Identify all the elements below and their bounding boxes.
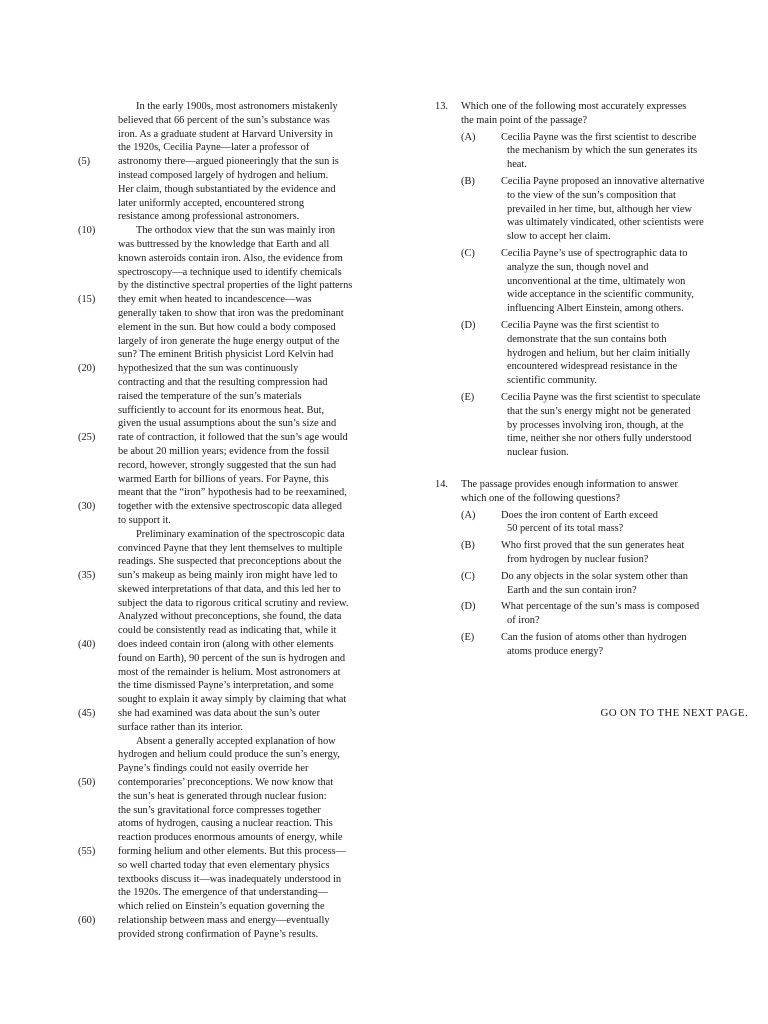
passage-line <box>118 279 380 293</box>
answer-option-line: scientific community. <box>507 375 597 387</box>
passage-line-text: sought to explain it away simply by claiming that what <box>118 694 347 706</box>
passage-line-text: iron. As a graduate student at Harvard University in <box>118 128 333 140</box>
passage-line-text: given the usual assumptions about the sun’s size and <box>118 418 337 430</box>
passage-line <box>118 886 380 900</box>
passage-line <box>118 183 380 197</box>
answer-option-line: slow to accept her claim. <box>507 231 611 243</box>
passage-line-text: The orthodox view that the sun was mainly iron <box>136 225 336 237</box>
passage-line <box>118 859 380 873</box>
answer-option-line: time, neither she nor others fully understood <box>507 433 692 445</box>
passage-line <box>118 542 380 556</box>
questions-column <box>435 100 745 676</box>
passage-line-text: readings. She suspected that preconceptions about the <box>118 556 342 568</box>
passage-line-text: does indeed contain iron (along with other elements <box>118 639 334 651</box>
passage-line-text: spectroscopy—a technique used to identify chemicals <box>118 266 342 278</box>
answer-option-line: Who first proved that the sun generates heat <box>501 540 685 552</box>
answer-option-line: Cecilia Payne proposed an innovative alternative <box>501 175 705 187</box>
passage-line <box>118 404 380 418</box>
answer-option[interactable] <box>435 631 745 659</box>
passage-line <box>118 735 380 749</box>
passage-line-text: contemporaries’ preconceptions. We now know that <box>118 777 334 789</box>
line-number: (45) <box>78 708 96 720</box>
answer-option-line: wide acceptance in the scientific community, <box>507 289 694 301</box>
passage-line-text: sun’s makeup as being mainly iron might have led to <box>118 570 338 582</box>
passage-line <box>118 321 380 335</box>
passage-line-text: later uniformly accepted, encountered strong <box>118 197 305 209</box>
answer-option-line: hydrogen and helium, but her claim initially <box>507 347 691 359</box>
passage-line-text: by the distinctive spectral properties of the light patterns <box>118 280 353 292</box>
passage-line-text: atoms of hydrogen, causing a nuclear reaction. This <box>118 818 333 830</box>
passage-line-text: warmed Earth for billions of years. For Payne, this <box>118 473 329 485</box>
answer-option[interactable] <box>435 539 745 567</box>
passage-line <box>118 141 380 155</box>
answer-option[interactable] <box>435 247 745 316</box>
answer-option-line: to the view of the sun’s composition that <box>507 189 676 201</box>
passage-line-text: skewed interpretations of that data, and this led her to <box>118 583 341 595</box>
passage-line-text: believed that 66 percent of the sun’s substance was <box>118 114 330 126</box>
question-stem <box>435 100 745 128</box>
passage-line <box>118 528 380 542</box>
line-number: (30) <box>78 501 96 513</box>
answer-option-line: prevailed in her time, but, although her view <box>507 203 692 215</box>
passage-line <box>118 666 380 680</box>
passage-line <box>118 210 380 224</box>
answer-option-line: was ultimately vindicated, other scientists were <box>507 217 704 229</box>
passage-line <box>118 417 380 431</box>
passage-line-text: the 1920s. The emergence of that understanding— <box>118 887 328 899</box>
reading-passage <box>78 100 380 942</box>
passage-line <box>78 293 380 307</box>
answer-option-letter: (B) <box>461 175 475 187</box>
line-number: (15) <box>78 294 96 306</box>
passage-line <box>118 486 380 500</box>
passage-line <box>118 900 380 914</box>
line-number: (20) <box>78 363 96 375</box>
passage-line <box>118 169 380 183</box>
passage-line <box>78 707 380 721</box>
passage-line <box>78 569 380 583</box>
passage-line-text: Analyzed without preconceptions, she found, the data <box>118 611 342 623</box>
answer-option-line: atoms produce energy? <box>507 645 604 657</box>
passage-line <box>118 335 380 349</box>
passage-line-text: record, however, strongly suggested that the sun had <box>118 459 337 471</box>
passage-line <box>118 197 380 211</box>
passage-line-text: found on Earth), 90 percent of the sun is hydrogen and <box>118 652 346 664</box>
passage-line-text: could be consistently read as indicating that, while it <box>118 625 337 637</box>
passage-line-text: rate of contraction, it followed that the sun’s age would <box>118 432 348 444</box>
question-number: 13. <box>435 101 448 112</box>
line-number: (40) <box>78 639 96 651</box>
passage-line-text: resistance among professional astronomers. <box>118 211 300 223</box>
passage-line <box>118 348 380 362</box>
answer-option-line: of iron? <box>507 615 540 627</box>
passage-line-text: surface rather than its interior. <box>118 721 243 733</box>
passage-line <box>118 128 380 142</box>
answer-option-line: unconventional at the time, ultimately won <box>507 275 686 287</box>
passage-line <box>78 776 380 790</box>
answer-option-line: analyze the sun, though novel and <box>507 261 649 273</box>
passage-line-text: Her claim, though substantiated by the evidence and <box>118 183 336 195</box>
answer-option-line: that the sun’s energy might not be generated <box>507 405 691 417</box>
passage-line-text: which relied on Einstein’s equation governing the <box>118 901 325 913</box>
passage-line <box>118 610 380 624</box>
answer-option-text <box>501 247 745 316</box>
answer-option-line: nuclear fusion. <box>507 447 569 459</box>
passage-line <box>118 624 380 638</box>
passage-line <box>118 459 380 473</box>
passage-line-text: known asteroids contain iron. Also, the evidence from <box>118 252 343 264</box>
passage-line-text: hydrogen and helium could produce the sun’s energy, <box>118 749 340 761</box>
passage-line <box>118 804 380 818</box>
passage-line <box>118 238 380 252</box>
answer-option-line: What percentage of the sun’s mass is composed <box>501 601 700 613</box>
passage-line <box>118 252 380 266</box>
answer-option-line: demonstrate that the sun contains both <box>507 333 667 345</box>
answer-option-letter: (E) <box>461 391 475 403</box>
passage-line-text: sun? The eminent British physicist Lord Kelvin had <box>118 349 334 361</box>
passage-line-text: textbooks discuss it—was inadequately understood in <box>118 873 342 885</box>
answer-option-letter: (A) <box>461 509 476 521</box>
passage-line-text: be about 20 million years; evidence from the fossil <box>118 445 330 457</box>
passage-line-text: subject the data to rigorous critical scrutiny and review. <box>118 597 349 609</box>
answer-option-text <box>501 600 745 628</box>
passage-line-text: element in the sun. But how could a body composed <box>118 321 336 333</box>
passage-line <box>118 873 380 887</box>
answer-option-line: heat. <box>507 159 527 171</box>
passage-line-text: astronomy there—argued pioneeringly that the sun is <box>118 156 339 168</box>
answer-option-text <box>501 391 745 460</box>
passage-line <box>118 114 380 128</box>
answer-option-line: by processes involving iron, though, at the <box>507 419 684 431</box>
passage-line <box>118 928 380 942</box>
passage-line <box>118 100 380 114</box>
passage-line <box>118 762 380 776</box>
passage-line-text: the sun’s heat is generated through nuclear fusion: <box>118 790 327 802</box>
passage-line-text: most of the remainder is helium. Most astronomers at <box>118 666 341 678</box>
question-13 <box>435 100 745 460</box>
line-number: (60) <box>78 915 96 927</box>
passage-line <box>118 693 380 707</box>
line-number: (50) <box>78 777 96 789</box>
passage-line <box>118 652 380 666</box>
question-14 <box>435 478 745 659</box>
question-stem-line: The passage provides enough information to answer <box>461 478 678 490</box>
answer-option[interactable] <box>435 131 745 172</box>
answer-option-letter: (B) <box>461 540 475 552</box>
passage-line <box>78 224 380 238</box>
answer-option-line: 50 percent of its total mass? <box>507 523 624 535</box>
passage-line-text: the time dismissed Payne’s interpretation, and some <box>118 680 334 692</box>
answer-option-letter: (A) <box>461 131 476 143</box>
passage-line-text: raised the temperature of the sun’s materials <box>118 390 302 402</box>
line-number: (10) <box>78 225 96 237</box>
passage-line <box>118 721 380 735</box>
passage-line <box>118 748 380 762</box>
passage-line-text: meant that the “iron” hypothesis had to be reexamined, <box>118 487 347 499</box>
answer-option-line: Cecilia Payne was the first scientist to <box>501 319 660 331</box>
line-number: (55) <box>78 846 96 858</box>
answer-option-letter: (D) <box>461 319 476 331</box>
passage-line-text: relationship between mass and energy—eventually <box>118 915 330 927</box>
question-stem <box>435 478 745 506</box>
passage-line-text: generally taken to show that iron was the predominant <box>118 307 344 319</box>
answer-option-line: Can the fusion of atoms other than hydrogen <box>501 631 687 643</box>
passage-line-text: convinced Payne that they lent themselves to multiple <box>118 542 343 554</box>
answer-option-letter: (C) <box>461 247 475 259</box>
answer-option-text <box>501 631 745 659</box>
answer-option-line: Cecilia Payne was the first scientist to describe <box>501 131 697 143</box>
answer-option-letter: (E) <box>461 631 475 643</box>
passage-line <box>118 817 380 831</box>
passage-line-text: sufficiently to account for its enormous heat. But, <box>118 404 325 416</box>
passage-line-text: was buttressed by the knowledge that Earth and all <box>118 238 330 250</box>
passage-line-text: instead composed largely of hydrogen and helium. <box>118 169 329 181</box>
passage-line <box>118 307 380 321</box>
answer-option-text <box>501 570 745 598</box>
passage-line <box>78 362 380 376</box>
passage-line <box>118 514 380 528</box>
answer-option-text <box>501 539 745 567</box>
passage-line-text: to support it. <box>118 514 171 526</box>
passage-line-text: together with the extensive spectroscopic data alleged <box>118 501 342 513</box>
passage-line <box>118 597 380 611</box>
answer-option-line: Do any objects in the solar system other than <box>501 570 688 582</box>
answer-option[interactable] <box>435 391 745 460</box>
passage-line <box>118 473 380 487</box>
question-number: 14. <box>435 478 448 490</box>
passage-line-text: largely of iron generate the huge energy output of the <box>118 335 340 347</box>
answer-option[interactable] <box>435 509 745 537</box>
answer-option-line: encountered widespread resistance in the <box>507 361 678 373</box>
passage-line <box>118 266 380 280</box>
answer-option[interactable] <box>435 600 745 628</box>
passage-line-text: forming helium and other elements. But this process— <box>118 846 346 858</box>
passage-line <box>78 914 380 928</box>
passage-line-text: they emit when heated to incandescence—was <box>118 294 312 306</box>
answer-option-text <box>501 509 745 537</box>
question-stem-line: which one of the following questions? <box>461 492 621 504</box>
passage-line <box>78 638 380 652</box>
answer-option-line: Earth and the sun contain iron? <box>507 584 637 596</box>
passage-line <box>78 500 380 514</box>
passage-line-text: Payne’s findings could not easily override her <box>118 763 309 775</box>
passage-line <box>78 431 380 445</box>
passage-line-text: Preliminary examination of the spectroscopic data <box>136 528 345 540</box>
passage-line-text: the sun’s gravitational force compresses together <box>118 804 321 816</box>
answer-option-letter: (D) <box>461 601 476 613</box>
answer-option[interactable] <box>435 570 745 598</box>
answer-option-line: the mechanism by which the sun generates its <box>507 145 698 157</box>
passage-line <box>118 831 380 845</box>
passage-line <box>118 583 380 597</box>
passage-line-text: reaction produces enormous amounts of energy, while <box>118 832 343 844</box>
answer-option-text <box>501 131 745 172</box>
answer-option-line: from hydrogen by nuclear fusion? <box>507 553 649 565</box>
answer-option-text <box>501 319 745 388</box>
passage-line-text: In the early 1900s, most astronomers mistakenly <box>136 101 338 112</box>
passage-line-text: Absent a generally accepted explanation of how <box>136 735 336 747</box>
passage-line-text: hypothesized that the sun was continuously <box>118 363 299 375</box>
passage-line <box>78 155 380 169</box>
line-number: (25) <box>78 432 96 444</box>
passage-line <box>118 555 380 569</box>
question-stem-line: the main point of the passage? <box>461 114 588 126</box>
answer-option[interactable] <box>435 175 745 244</box>
answer-option-line: Does the iron content of Earth exceed <box>501 509 658 521</box>
answer-option-letter: (C) <box>461 570 475 582</box>
passage-line <box>78 845 380 859</box>
answer-option-text <box>501 175 745 244</box>
passage-line <box>118 679 380 693</box>
line-number: (35) <box>78 570 96 582</box>
answer-option-line: Cecilia Payne was the first scientist to speculate <box>501 391 701 403</box>
line-number: (5) <box>78 156 91 168</box>
question-stem-line: Which one of the following most accurately expresses <box>461 101 687 112</box>
passage-line-text: so well charted today that even elementary physics <box>118 859 330 871</box>
passage-line-text: she had examined was data about the sun’s outer <box>118 708 320 720</box>
answer-option-line: influencing Albert Einstein, among others. <box>507 303 684 315</box>
passage-line <box>118 790 380 804</box>
passage-line <box>118 376 380 390</box>
passage-line-text: provided strong confirmation of Payne’s results. <box>118 928 319 940</box>
passage-line <box>118 390 380 404</box>
go-on-notice: GO ON TO THE NEXT PAGE. <box>600 707 748 719</box>
passage-line-text: the 1920s, Cecilia Payne—later a professor of <box>118 142 310 154</box>
passage-line-text: contracting and that the resulting compression had <box>118 376 328 388</box>
answer-option[interactable] <box>435 319 745 388</box>
passage-line <box>118 445 380 459</box>
answer-option-line: Cecilia Payne’s use of spectrographic data to <box>501 247 688 259</box>
